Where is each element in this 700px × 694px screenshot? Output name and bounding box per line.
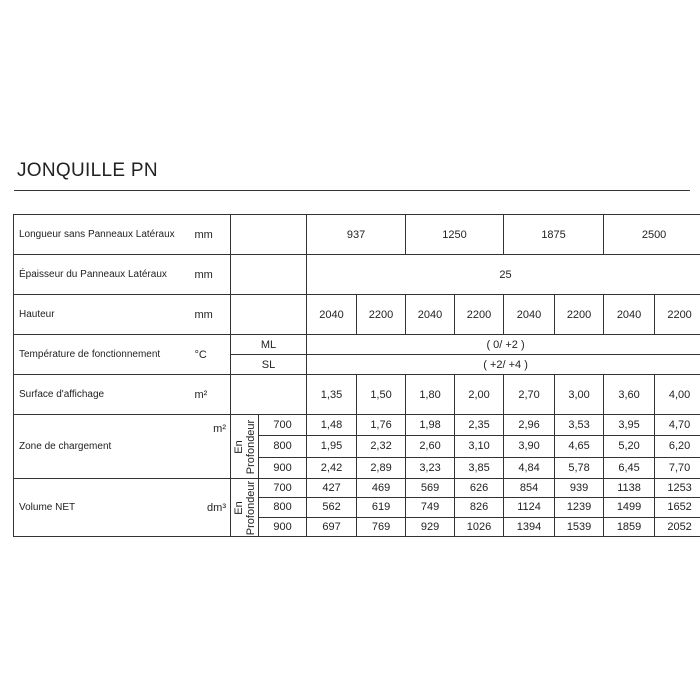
table-cell: 854 bbox=[504, 479, 555, 498]
depth-cell: 900 bbox=[259, 517, 307, 536]
table-cell: 929 bbox=[406, 517, 455, 536]
depth-vertical-label: En Profondeur bbox=[232, 480, 257, 535]
table-cell: 6,45 bbox=[604, 457, 655, 478]
table-cell: 427 bbox=[307, 479, 357, 498]
table-cell: 2040 bbox=[307, 295, 357, 335]
table-cell: 1394 bbox=[504, 517, 555, 536]
table-cell: 2,32 bbox=[357, 436, 406, 457]
row-zone-700 bbox=[14, 415, 700, 436]
table-cell: 562 bbox=[307, 498, 357, 517]
row-volume-700 bbox=[14, 479, 700, 498]
table-cell: 2040 bbox=[406, 295, 455, 335]
table-cell: 2052 bbox=[655, 517, 700, 536]
table-cell: 939 bbox=[555, 479, 604, 498]
row-temperature-ml bbox=[14, 335, 700, 355]
table-cell: 5,20 bbox=[604, 436, 655, 457]
table-cell: 2200 bbox=[555, 295, 604, 335]
table-cell: 3,00 bbox=[555, 375, 604, 415]
table-cell: 1026 bbox=[455, 517, 504, 536]
table-cell: 2,70 bbox=[504, 375, 555, 415]
title-divider bbox=[14, 190, 690, 191]
page-title: JONQUILLE PN bbox=[17, 160, 158, 181]
row-longueur bbox=[14, 215, 700, 255]
row-label: Hauteur bbox=[14, 295, 191, 335]
table-cell: ( 0/ +2 ) bbox=[307, 335, 700, 355]
table-cell: 2,60 bbox=[406, 436, 455, 457]
table-cell: 1250 bbox=[406, 215, 504, 255]
row-hauteur bbox=[14, 295, 700, 335]
table-cell: 2200 bbox=[655, 295, 700, 335]
table-cell: 937 bbox=[307, 215, 406, 255]
table-cell: 1,76 bbox=[357, 415, 406, 436]
table-cell: 3,95 bbox=[604, 415, 655, 436]
table-cell: 826 bbox=[455, 498, 504, 517]
table-cell: 1124 bbox=[504, 498, 555, 517]
table-cell: 469 bbox=[357, 479, 406, 498]
table-cell: 1875 bbox=[504, 215, 604, 255]
table-cell: 1,50 bbox=[357, 375, 406, 415]
row-unit: m² bbox=[191, 415, 231, 479]
table-cell: 769 bbox=[357, 517, 406, 536]
row-unit: °C bbox=[191, 335, 231, 375]
table-cell: 1499 bbox=[604, 498, 655, 517]
table-cell: 1859 bbox=[604, 517, 655, 536]
table-cell: 1652 bbox=[655, 498, 700, 517]
table-cell: 626 bbox=[455, 479, 504, 498]
table-cell: 1,35 bbox=[307, 375, 357, 415]
row-epaisseur bbox=[14, 255, 700, 295]
table-cell: 3,53 bbox=[555, 415, 604, 436]
table-cell: 4,70 bbox=[655, 415, 700, 436]
table-cell: 7,70 bbox=[655, 457, 700, 478]
table-cell: 4,65 bbox=[555, 436, 604, 457]
row-label: Épaisseur du Panneaux Latéraux bbox=[14, 255, 191, 295]
table-cell: 619 bbox=[357, 498, 406, 517]
table-cell: 1239 bbox=[555, 498, 604, 517]
row-unit: mm bbox=[191, 295, 231, 335]
depth-cell: 800 bbox=[259, 498, 307, 517]
row-label: Longueur sans Panneaux Latéraux bbox=[14, 215, 191, 255]
table-cell: 2,00 bbox=[455, 375, 504, 415]
row-unit: m² bbox=[191, 375, 231, 415]
table-cell: 2200 bbox=[357, 295, 406, 335]
table-cell: 3,60 bbox=[604, 375, 655, 415]
table-cell: 3,85 bbox=[455, 457, 504, 478]
table-cell: 1,98 bbox=[406, 415, 455, 436]
row-label: Température de fonctionnement bbox=[14, 335, 191, 375]
depth-cell: 900 bbox=[259, 457, 307, 478]
sub-label-ml: ML bbox=[231, 335, 307, 355]
depth-cell: 700 bbox=[259, 479, 307, 498]
table-cell: 2,89 bbox=[357, 457, 406, 478]
row-unit: mm bbox=[191, 215, 231, 255]
row-label: Volume NET bbox=[14, 479, 191, 537]
table-cell: 697 bbox=[307, 517, 357, 536]
table-cell: 1138 bbox=[604, 479, 655, 498]
table-cell: 1,80 bbox=[406, 375, 455, 415]
depth-cell: 700 bbox=[259, 415, 307, 436]
table-cell: 2040 bbox=[604, 295, 655, 335]
spec-table bbox=[13, 214, 700, 537]
row-surface bbox=[14, 375, 700, 415]
table-cell: 6,20 bbox=[655, 436, 700, 457]
table-cell: 1253 bbox=[655, 479, 700, 498]
table-cell: 3,23 bbox=[406, 457, 455, 478]
depth-vertical-label: En Profondeur bbox=[231, 415, 259, 479]
table-cell: 25 bbox=[307, 255, 700, 295]
table-cell: 749 bbox=[406, 498, 455, 517]
table-cell: ( +2/ +4 ) bbox=[307, 355, 700, 375]
depth-cell: 800 bbox=[259, 436, 307, 457]
table-cell: 3,10 bbox=[455, 436, 504, 457]
table-cell: 4,00 bbox=[655, 375, 700, 415]
table-cell: 2040 bbox=[504, 295, 555, 335]
table-cell: 3,90 bbox=[504, 436, 555, 457]
table-cell: 1,48 bbox=[307, 415, 357, 436]
table-cell: 2,96 bbox=[504, 415, 555, 436]
row-label: Zone de chargement bbox=[14, 415, 191, 479]
table-cell: 2200 bbox=[455, 295, 504, 335]
table-cell: 1539 bbox=[555, 517, 604, 536]
row-unit: dm³ bbox=[191, 479, 231, 537]
table-cell: 2,35 bbox=[455, 415, 504, 436]
table-cell: 1,95 bbox=[307, 436, 357, 457]
row-label: Surface d'affichage bbox=[14, 375, 191, 415]
table-cell: 569 bbox=[406, 479, 455, 498]
table-cell: 2,42 bbox=[307, 457, 357, 478]
table-cell: 4,84 bbox=[504, 457, 555, 478]
table-cell: 2500 bbox=[604, 215, 700, 255]
row-unit: mm bbox=[191, 255, 231, 295]
sub-label-sl: SL bbox=[231, 355, 307, 375]
table-cell: 5,78 bbox=[555, 457, 604, 478]
